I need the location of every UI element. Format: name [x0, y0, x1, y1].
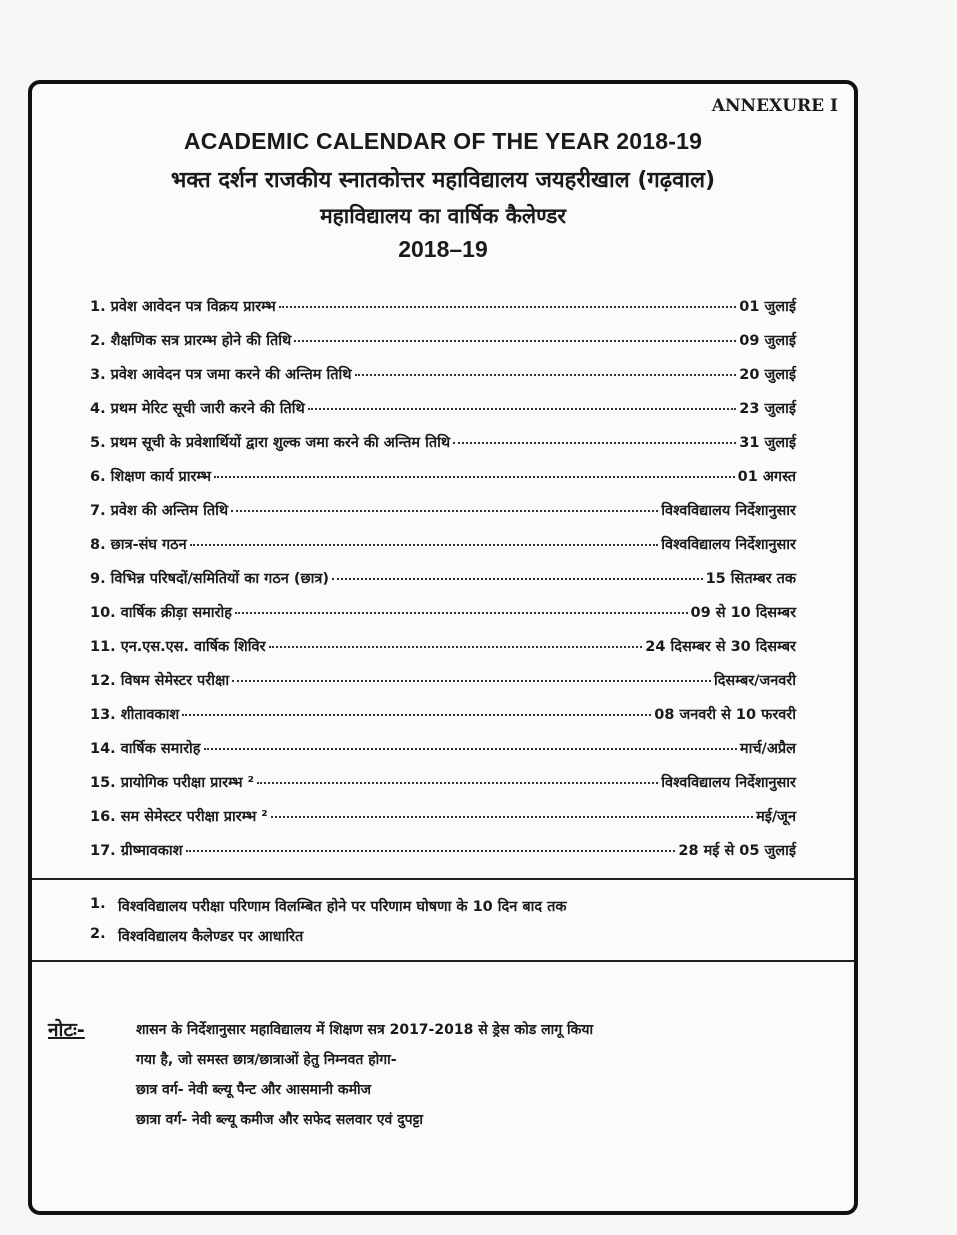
calendar-row	[90, 282, 796, 316]
dotted-leader	[257, 781, 658, 784]
document-frame	[28, 80, 858, 1215]
section-divider	[32, 878, 854, 880]
event-label: 12. विषम सेमेस्टर परीक्षा	[90, 673, 230, 689]
event-label: 2. शैक्षणिक सत्र प्रारम्भ होने की तिथि	[90, 333, 292, 349]
event-date: मार्च/अप्रैल	[739, 741, 796, 757]
calendar-list	[90, 282, 796, 860]
dotted-leader	[232, 679, 711, 682]
section-divider	[32, 960, 854, 962]
event-date: 09 जुलाई	[739, 333, 796, 349]
note-line: गया है, जो समस्त छात्र/छात्राओं हेतु निम्नवत होगा-	[136, 1052, 397, 1068]
footnote-number: 2.	[90, 926, 106, 942]
calendar-row	[90, 792, 796, 826]
calendar-row	[90, 384, 796, 418]
event-label: 7. प्रवेश की अन्तिम तिथि	[90, 503, 229, 519]
dotted-leader	[271, 815, 753, 818]
event-date: 09 से 10 दिसम्बर	[690, 605, 796, 621]
event-label: 17. ग्रीष्मावकाश	[90, 843, 183, 859]
footnote-text: विश्वविद्यालय परीक्षा परिणाम विलम्बित होने पर परिणाम घोषणा के 10 दिन बाद तक	[118, 899, 567, 915]
dotted-leader	[453, 441, 736, 444]
title-english: ACADEMIC CALENDAR OF THE YEAR 2018-19	[183, 128, 703, 154]
dotted-leader	[231, 509, 658, 512]
event-date: विश्वविद्यालय निर्देशानुसार	[661, 775, 796, 791]
footnotes	[90, 896, 796, 956]
event-date: विश्वविद्यालय निर्देशानुसार	[661, 537, 796, 553]
event-date: 28 मई से 05 जुलाई	[678, 843, 796, 859]
footnote-number: 1.	[90, 896, 106, 912]
dotted-leader	[190, 543, 659, 546]
note-heading: नोटः-	[48, 1019, 85, 1041]
note-line: छात्रा वर्ग- नेवी ब्ल्यू कमीज और सफेद सलवार एवं दुपट्टा	[136, 1112, 424, 1128]
event-label: 14. वार्षिक समारोह	[90, 741, 201, 757]
calendar-row	[90, 554, 796, 588]
event-label: 1. प्रवेश आवेदन पत्र विक्रय प्रारम्भ	[90, 299, 276, 315]
dotted-leader	[182, 713, 651, 716]
dotted-leader	[214, 475, 735, 478]
event-date: 08 जनवरी से 10 फरवरी	[654, 707, 796, 723]
event-date: 15 सितम्बर तक	[705, 571, 796, 587]
event-date: विश्वविद्यालय निर्देशानुसार	[661, 503, 796, 519]
footnote-item	[90, 926, 796, 956]
dotted-leader	[332, 577, 703, 580]
calendar-row	[90, 588, 796, 622]
calendar-row	[90, 758, 796, 792]
event-date: 24 दिसम्बर से 30 दिसम्बर	[645, 639, 796, 655]
calendar-row	[90, 350, 796, 384]
event-label: 15. प्रायोगिक परीक्षा प्रारम्भ ²	[90, 775, 255, 791]
dotted-leader	[269, 645, 643, 648]
event-date: 31 जुलाई	[739, 435, 796, 451]
calendar-row	[90, 724, 796, 758]
dotted-leader	[294, 339, 736, 342]
event-label: 10. वार्षिक क्रीड़ा समारोह	[90, 605, 232, 621]
note-line: शासन के निर्देशानुसार महाविद्यालय में शिक्षण सत्र 2017-2018 से ड्रेस कोड लागू किया	[136, 1022, 594, 1038]
event-date: 23 जुलाई	[739, 401, 796, 417]
event-label: 3. प्रवेश आवेदन पत्र जमा करने की अन्तिम तिथि	[90, 367, 352, 383]
calendar-row	[90, 452, 796, 486]
event-label: 5. प्रथम सूची के प्रवेशार्थियों द्वारा शुल्क जमा करने की अन्तिम तिथि	[90, 435, 451, 451]
event-label: 16. सम सेमेस्टर परीक्षा प्रारम्भ ²	[90, 809, 268, 825]
event-date: 01 अगस्त	[737, 469, 796, 485]
footnote-item	[90, 896, 796, 926]
event-label: 13. शीतावकाश	[90, 707, 180, 723]
dotted-leader	[235, 611, 688, 614]
calendar-row	[90, 316, 796, 350]
calendar-row	[90, 690, 796, 724]
calendar-row	[90, 418, 796, 452]
dotted-leader	[186, 849, 676, 852]
note-line: छात्र वर्ग- नेवी ब्ल्यू पैन्ट और आसमानी कमीज	[136, 1082, 372, 1098]
college-name: भक्त दर्शन राजकीय स्नातकोत्तर महाविद्यालय जयहरीखाल (गढ़वाल)	[170, 168, 716, 193]
dotted-leader	[308, 407, 736, 410]
annexure-label: ANNEXURE I	[711, 96, 838, 116]
dotted-leader	[204, 747, 737, 750]
event-label: 4. प्रथम मेरिट सूची जारी करने की तिथि	[90, 401, 305, 417]
dotted-leader	[279, 305, 737, 308]
calendar-subtitle: महाविद्यालय का वार्षिक कैलेण्डर	[320, 204, 566, 228]
event-label: 9. विभिन्न परिषदों/समितियों का गठन (छात्र)	[90, 571, 330, 587]
calendar-row	[90, 826, 796, 860]
event-date: 20 जुलाई	[739, 367, 796, 383]
event-label: 8. छात्र-संघ गठन	[90, 537, 187, 553]
footnote-text: विश्वविद्यालय कैलेण्डर पर आधारित	[118, 929, 304, 945]
event-date: दिसम्बर/जनवरी	[713, 673, 796, 689]
event-label: 6. शिक्षण कार्य प्रारम्भ	[90, 469, 212, 485]
event-label: 11. एन.एस.एस. वार्षिक शिविर	[90, 639, 266, 655]
event-date: मई/जून	[756, 809, 796, 825]
event-date: 01 जुलाई	[739, 299, 796, 315]
calendar-row	[90, 656, 796, 690]
dotted-leader	[355, 373, 737, 376]
calendar-row	[90, 622, 796, 656]
calendar-row	[90, 520, 796, 554]
academic-year: 2018–19	[398, 236, 488, 262]
calendar-row	[90, 486, 796, 520]
